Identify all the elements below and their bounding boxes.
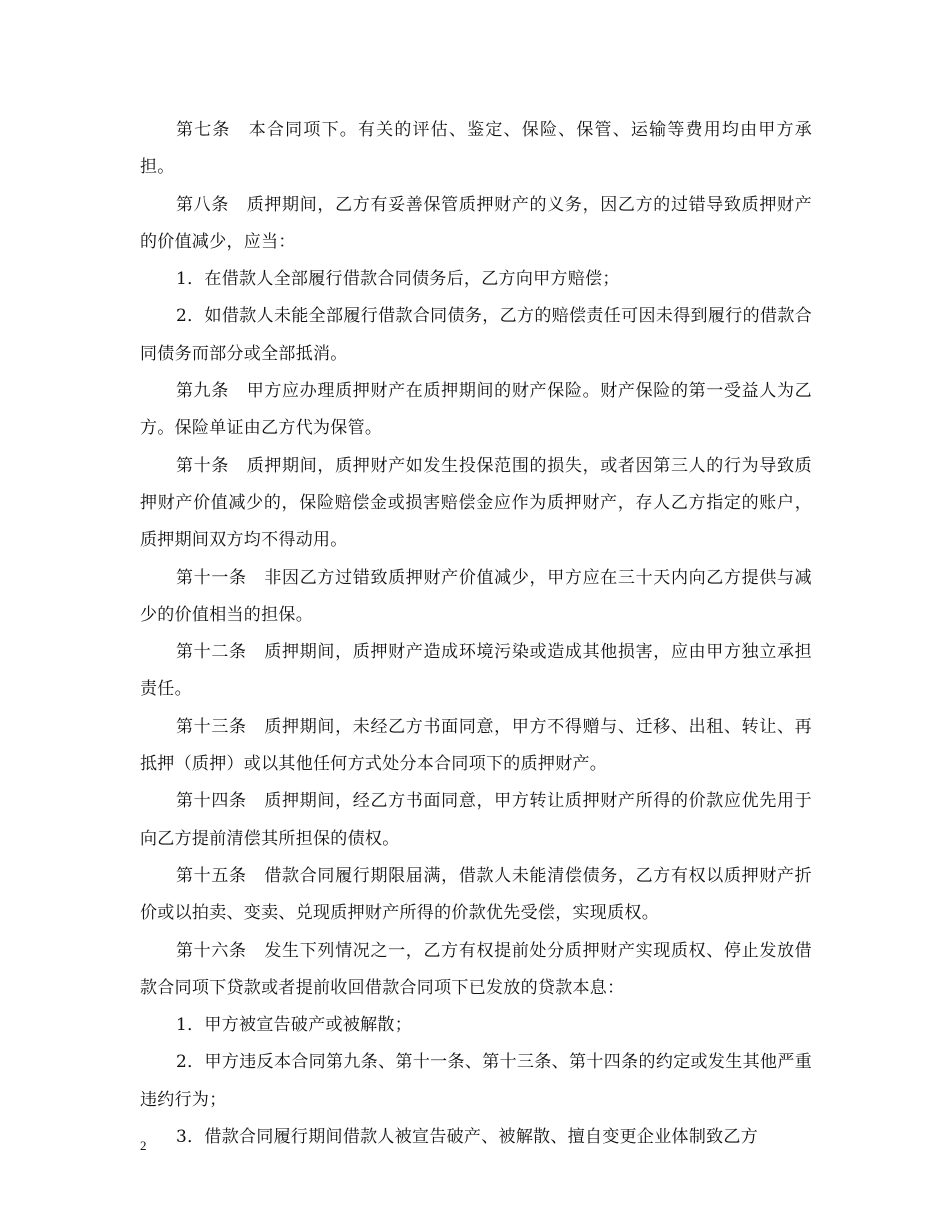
clause-16-item-3: 3．借款合同履行期间借款人被宣告破产、被解散、擅自变更企业体制致乙方 xyxy=(176,1127,759,1148)
clause-16: 第十六条 发生下列情况之一，乙方有权提前处分质押财产实现质权、停止发放借款合同项下贷款或者提前收回借款合同项下已发放的贷款本息： xyxy=(140,940,812,998)
clause-16-item-2: 2．甲方违反本合同第九条、第十一条、第十三条、第十四条的约定或发生其他严重违约行为； xyxy=(140,1052,812,1110)
clause-9: 第九条 甲方应办理质押财产在质押期间的财产保险。财产保险的第一受益人为乙方。保险单证由乙方代为保管。 xyxy=(140,381,812,439)
clause-10: 第十条 质押期间，质押财产如发生投保范围的损失，或者因第三人的行为导致质押财产价值减少的，保险赔偿金或损害赔偿金应作为质押财产，存人乙方指定的账户，质押期间双方均不得动用。 xyxy=(140,455,812,551)
clause-13: 第十三条 质押期间，未经乙方书面同意，甲方不得赠与、迁移、出租、转让、再抵押（质押）或以其他任何方式处分本合同项下的质押财产。 xyxy=(140,716,812,775)
clause-15: 第十五条 借款合同履行期限届满，借款人未能清偿债务，乙方有权以质押财产折价或以拍卖、变卖、兑现质押财产所得的价款优先受偿，实现质权。 xyxy=(140,865,812,924)
clause-8-item-1: 1．在借款人全部履行借款合同债务后，乙方向甲方赔偿； xyxy=(176,269,620,290)
clause-11: 第十一条 非因乙方过错致质押财产价值减少，甲方应在三十天内向乙方提供与减少的价值相当的担保。 xyxy=(140,567,812,625)
document-body xyxy=(140,112,812,1156)
clause-16-item-1: 1．甲方被宣告破产或被解散； xyxy=(176,1015,413,1036)
clause-12: 第十二条 质押期间，质押财产造成环境污染或造成其他损害，应由甲方独立承担责任。 xyxy=(140,642,812,700)
clause-8-item-2: 2．如借款人未能全部履行借款合同债务，乙方的赔偿责任可因未得到履行的借款合同债务而部分或全部抵消。 xyxy=(140,306,812,364)
clause-8: 第八条 质押期间，乙方有妥善保管质押财产的义务，因乙方的过错导致质押财产的价值减少，应当： xyxy=(140,194,812,252)
clause-7: 第七条 本合同项下。有关的评估、鉴定、保险、保管、运输等费用均由甲方承担。 xyxy=(140,120,812,178)
clause-14: 第十四条 质押期间，经乙方书面同意，甲方转让质押财产所得的价款应优先用于向乙方提前清偿其所担保的债权。 xyxy=(140,791,812,849)
page-number: 2 xyxy=(140,1138,147,1153)
